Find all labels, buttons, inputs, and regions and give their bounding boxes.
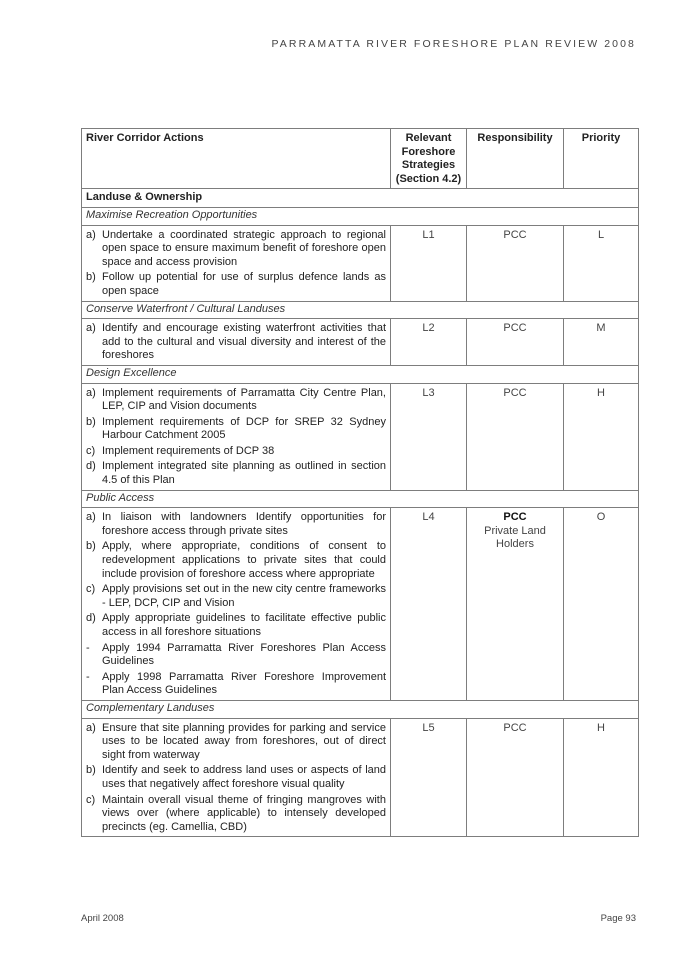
responsibility-cell — [467, 225, 564, 301]
col-header-strategies: Relevant Foreshore Strategies (Section 4.2) — [391, 129, 467, 189]
action-item — [86, 612, 386, 639]
table-row — [82, 225, 639, 301]
action-item — [86, 583, 386, 610]
action-item — [86, 511, 386, 538]
action-marker: a) — [86, 511, 96, 524]
priority-cell: M — [564, 319, 639, 366]
group-title: Maximise Recreation Opportunities — [82, 207, 639, 225]
group-title: Public Access — [82, 490, 639, 508]
footer-date: April 2008 — [81, 913, 124, 924]
responsibility-value: PCC — [503, 511, 527, 524]
priority-cell: O — [564, 508, 639, 701]
priority-cell: L — [564, 225, 639, 301]
table-header-row — [82, 129, 639, 189]
action-text: Apply provisions set out in the new city centre frameworks - LEP, DCP, CIP and Vision — [102, 583, 386, 609]
responsibility-value: PCC — [503, 322, 527, 335]
col-header-priority: Priority — [564, 129, 639, 189]
responsibility-extra: Private Land Holders — [484, 524, 546, 551]
actions-cell — [82, 225, 391, 301]
group-title: Design Excellence — [82, 365, 639, 383]
group-title-row — [82, 365, 639, 383]
action-marker: a) — [86, 721, 96, 734]
action-item — [86, 445, 386, 459]
strategy-cell: L2 — [391, 319, 467, 366]
responsibility-cell — [467, 508, 564, 701]
table-row — [82, 508, 639, 701]
table-row — [82, 383, 639, 490]
action-item — [86, 642, 386, 669]
responsibility-value: PCC — [503, 386, 527, 399]
action-text: Follow up potential for use of surplus defence lands as open space — [102, 271, 386, 297]
col-header-responsibility: Responsibility — [467, 129, 564, 189]
strategy-cell: L1 — [391, 225, 467, 301]
action-item — [86, 764, 386, 791]
action-text: Ensure that site planning provides for parking and service uses to be located away from foreshores, out of direct sight from waterway — [102, 721, 386, 761]
group-title-row — [82, 207, 639, 225]
action-marker: a) — [86, 386, 96, 399]
action-text: Implement requirements of DCP for SREP 32 Sydney Harbour Catchment 2005 — [102, 415, 386, 442]
table-row — [82, 319, 639, 366]
action-item — [86, 387, 386, 414]
responsibility-value: PCC — [503, 228, 527, 241]
action-marker: c) — [86, 444, 96, 457]
group-title-row — [82, 700, 639, 718]
action-marker: b) — [86, 764, 96, 777]
river-corridor-actions-table — [81, 128, 639, 837]
action-marker: b) — [86, 415, 96, 428]
col-header-actions: River Corridor Actions — [82, 129, 391, 189]
actions-cell — [82, 508, 391, 701]
action-text: Implement requirements of DCP 38 — [102, 444, 275, 457]
action-item — [86, 271, 386, 298]
action-text: Apply appropriate guidelines to facilitate effective public access in all foreshore situations — [102, 612, 386, 638]
action-item — [86, 540, 386, 581]
action-item — [86, 722, 386, 763]
action-item — [86, 322, 386, 363]
responsibility-cell — [467, 319, 564, 366]
strategy-cell: L3 — [391, 383, 467, 490]
action-marker: b) — [86, 540, 96, 553]
actions-cell — [82, 319, 391, 366]
group-title-row — [82, 301, 639, 319]
action-item — [86, 671, 386, 698]
strategy-cell: L4 — [391, 508, 467, 701]
responsibility-cell — [467, 383, 564, 490]
action-marker: c) — [86, 793, 96, 806]
priority-cell: H — [564, 383, 639, 490]
action-marker: d) — [86, 460, 96, 473]
strategy-cell: L5 — [391, 718, 467, 837]
action-marker: b) — [86, 271, 96, 284]
action-marker: c) — [86, 583, 96, 596]
group-title: Conserve Waterfront / Cultural Landuses — [82, 301, 639, 319]
action-text: Maintain overall visual theme of fringing mangroves with views over (where applicable) to intensely developed precincts (eg. Camellia, CBD) — [102, 793, 386, 833]
action-text: Identify and encourage existing waterfront activities that add to the cultural and visual diversity and interest of the foreshores — [102, 322, 386, 362]
action-marker: d) — [86, 612, 96, 625]
table-row — [82, 718, 639, 837]
section-title: Landuse & Ownership — [82, 189, 639, 208]
action-text: Identify and seek to address land uses or aspects of land uses that negatively affect foreshore visual quality — [102, 764, 386, 790]
actions-cell — [82, 718, 391, 837]
action-item — [86, 416, 386, 443]
action-text: Apply 1994 Parramatta River Foreshores Plan Access Guidelines — [102, 641, 386, 668]
action-marker: - — [86, 641, 90, 654]
group-title: Complementary Landuses — [82, 700, 639, 718]
action-marker: a) — [86, 228, 96, 241]
section-row — [82, 189, 639, 208]
priority-cell: H — [564, 718, 639, 837]
action-text: Apply 1998 Parramatta River Foreshore Improvement Plan Access Guidelines — [102, 670, 386, 697]
action-item — [86, 794, 386, 835]
responsibility-value: PCC — [503, 721, 527, 734]
action-text: In liaison with landowners Identify opportunities for foreshore access through private sites — [102, 511, 386, 537]
actions-cell — [82, 383, 391, 490]
running-header: PARRAMATTA RIVER FORESHORE PLAN REVIEW 2008 — [271, 38, 636, 50]
footer-page-number: Page 93 — [600, 913, 636, 924]
responsibility-cell — [467, 718, 564, 837]
action-marker: - — [86, 670, 90, 683]
action-text: Undertake a coordinated strategic approach to regional open space to ensure maximum benefit of foreshore open space and access provision — [102, 228, 386, 268]
action-text: Implement requirements of Parramatta City Centre Plan, LEP, CIP and Vision documents — [102, 386, 386, 413]
action-item — [86, 229, 386, 270]
group-title-row — [82, 490, 639, 508]
action-text: Apply, where appropriate, conditions of consent to redevelopment applications to private sites that could include provision of foreshore access where appropriate — [102, 540, 386, 580]
action-item — [86, 460, 386, 487]
action-text: Implement integrated site planning as outlined in section 4.5 of this Plan — [102, 460, 386, 487]
action-marker: a) — [86, 322, 96, 335]
